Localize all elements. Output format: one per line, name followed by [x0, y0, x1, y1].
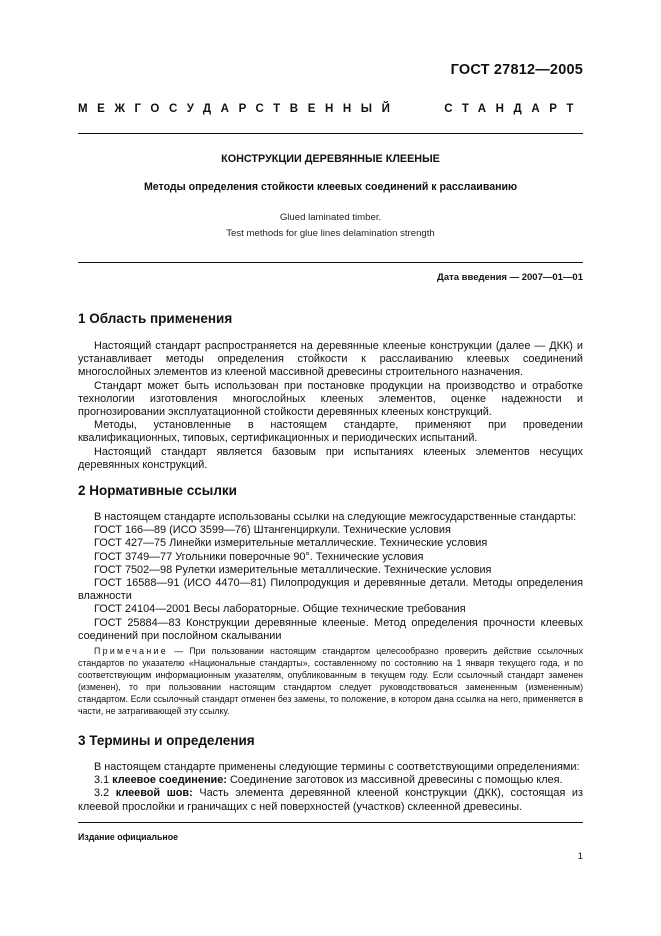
- ref-item: ГОСТ 3749—77 Угольники поверочные 90°. Технические условия: [94, 550, 424, 563]
- section-normative-refs: [78, 484, 583, 497]
- introduction-date: Дата введения — 2007—01—01: [437, 272, 583, 283]
- paragraph: Настоящий стандарт распространяется на деревянные клееные конструкции (далее — ДКК) и устанавливает методы определения стойкости к расслаиванию клеевых соединений многослойных элементов из клееной массивной древесины строительного назначения.: [78, 340, 583, 379]
- term-item: [78, 787, 583, 813]
- section-heading: 3 Термины и определения: [78, 733, 255, 748]
- section-heading: 1 Область применения: [78, 311, 233, 326]
- english-title-line-1: Glued laminated timber.: [279, 212, 382, 223]
- section-heading: 2 Нормативные ссылки: [78, 483, 237, 498]
- page-number: 1: [577, 851, 583, 862]
- document-subtitle: Методы определения стойкости клеевых соединений к расслаиванию: [143, 181, 518, 193]
- ref-item: ГОСТ 7502—98 Рулетки измерительные металлические. Технические условия: [94, 563, 492, 576]
- section-terms: [78, 734, 583, 747]
- term-name: клеевое соединение:: [112, 774, 227, 787]
- note-text: — При пользовании настоящим стандартом целесообразно проверить действие ссылочных стандартов по указателю «Национальные стандарты», составленному по состоянию на 1 января текущего года, и по соответствующим информационным указателям, опубликованным в текущем году. Если ссылочный стандарт заменен (изменен), то при пользовании настоящим стандартом следует руководствоваться замененным (измененным) стандартом. Если ссылочный стандарт отменен без замены, то положение, в котором дана ссылка на него, применяется в части, не затрагивающей эту ссылку.: [78, 646, 583, 716]
- terms-body: [78, 761, 583, 814]
- section-scope-body: [78, 340, 583, 472]
- term-item: [78, 774, 583, 787]
- term-name: клеевой шов:: [115, 787, 193, 800]
- term-definition: Соединение заготовок из массивной древесины с помощью клея.: [229, 774, 563, 787]
- paragraph: Стандарт может быть использован при постановке продукции на производство и отработке технологии изготовления многослойных клееных элементов, оценке надежности и прогнозировании эксплуатационной стойкости деревянных клееных конструкций.: [78, 379, 583, 419]
- normative-note: [78, 645, 583, 717]
- footer-rule: [78, 822, 583, 823]
- interstate-standard-label: МЕЖГОСУДАРСТВЕННЫЙ СТАНДАРТ: [78, 103, 583, 115]
- terms-lead: В настоящем стандарте применены следующие термины с соответствующими определениями:: [94, 761, 580, 773]
- note-label: Примечание: [94, 646, 168, 656]
- term-definition: Часть элемента деревянной клееной конструкции (ДКК), состоящая из клеевой прослойки и граничащих с ней поверхностей (участков) склеенной древесины.: [78, 787, 584, 813]
- english-title-line-2: Test methods for glue lines delamination strength: [226, 228, 435, 239]
- edition-label: Издание официальное: [78, 832, 178, 842]
- title-rule: [78, 262, 583, 263]
- document-code: ГОСТ 27812—2005: [450, 62, 583, 78]
- paragraph: Методы, установленные в настоящем стандарте, применяют при проведении квалификационных, типовых, сертификационных и периодических испытаний.: [78, 419, 583, 445]
- ref-item: ГОСТ 427—75 Линейки измерительные металлические. Технические условия: [94, 537, 488, 550]
- english-title: [78, 210, 583, 242]
- term-number: 3.2: [94, 787, 110, 800]
- document-title: КОНСТРУКЦИИ ДЕРЕВЯННЫЕ КЛЕЕНЫЕ: [221, 153, 440, 165]
- header-rule: [78, 133, 583, 134]
- term-number: 3.1: [94, 774, 110, 787]
- ref-item: ГОСТ 25884—83 Конструкции деревянные клееные. Метод определения прочности клеевых соединений при послойном скалывании: [78, 616, 583, 642]
- paragraph: Настоящий стандарт является базовым при испытаниях клееных элементов несущих деревянных конструкций.: [78, 445, 583, 471]
- ref-item: ГОСТ 166—89 (ИСО 3599—76) Штангенциркули. Технические условия: [94, 524, 451, 537]
- refs-lead: В настоящем стандарте использованы ссылки на следующие межгосударственные стандарты:: [94, 511, 577, 523]
- ref-item: ГОСТ 16588—91 (ИСО 4470—81) Пилопродукция и деревянные детали. Методы определения влажности: [78, 577, 583, 603]
- ref-item: ГОСТ 24104—2001 Весы лабораторные. Общие технические требования: [94, 603, 466, 616]
- normative-refs-list: [78, 511, 583, 643]
- section-scope: [78, 312, 583, 325]
